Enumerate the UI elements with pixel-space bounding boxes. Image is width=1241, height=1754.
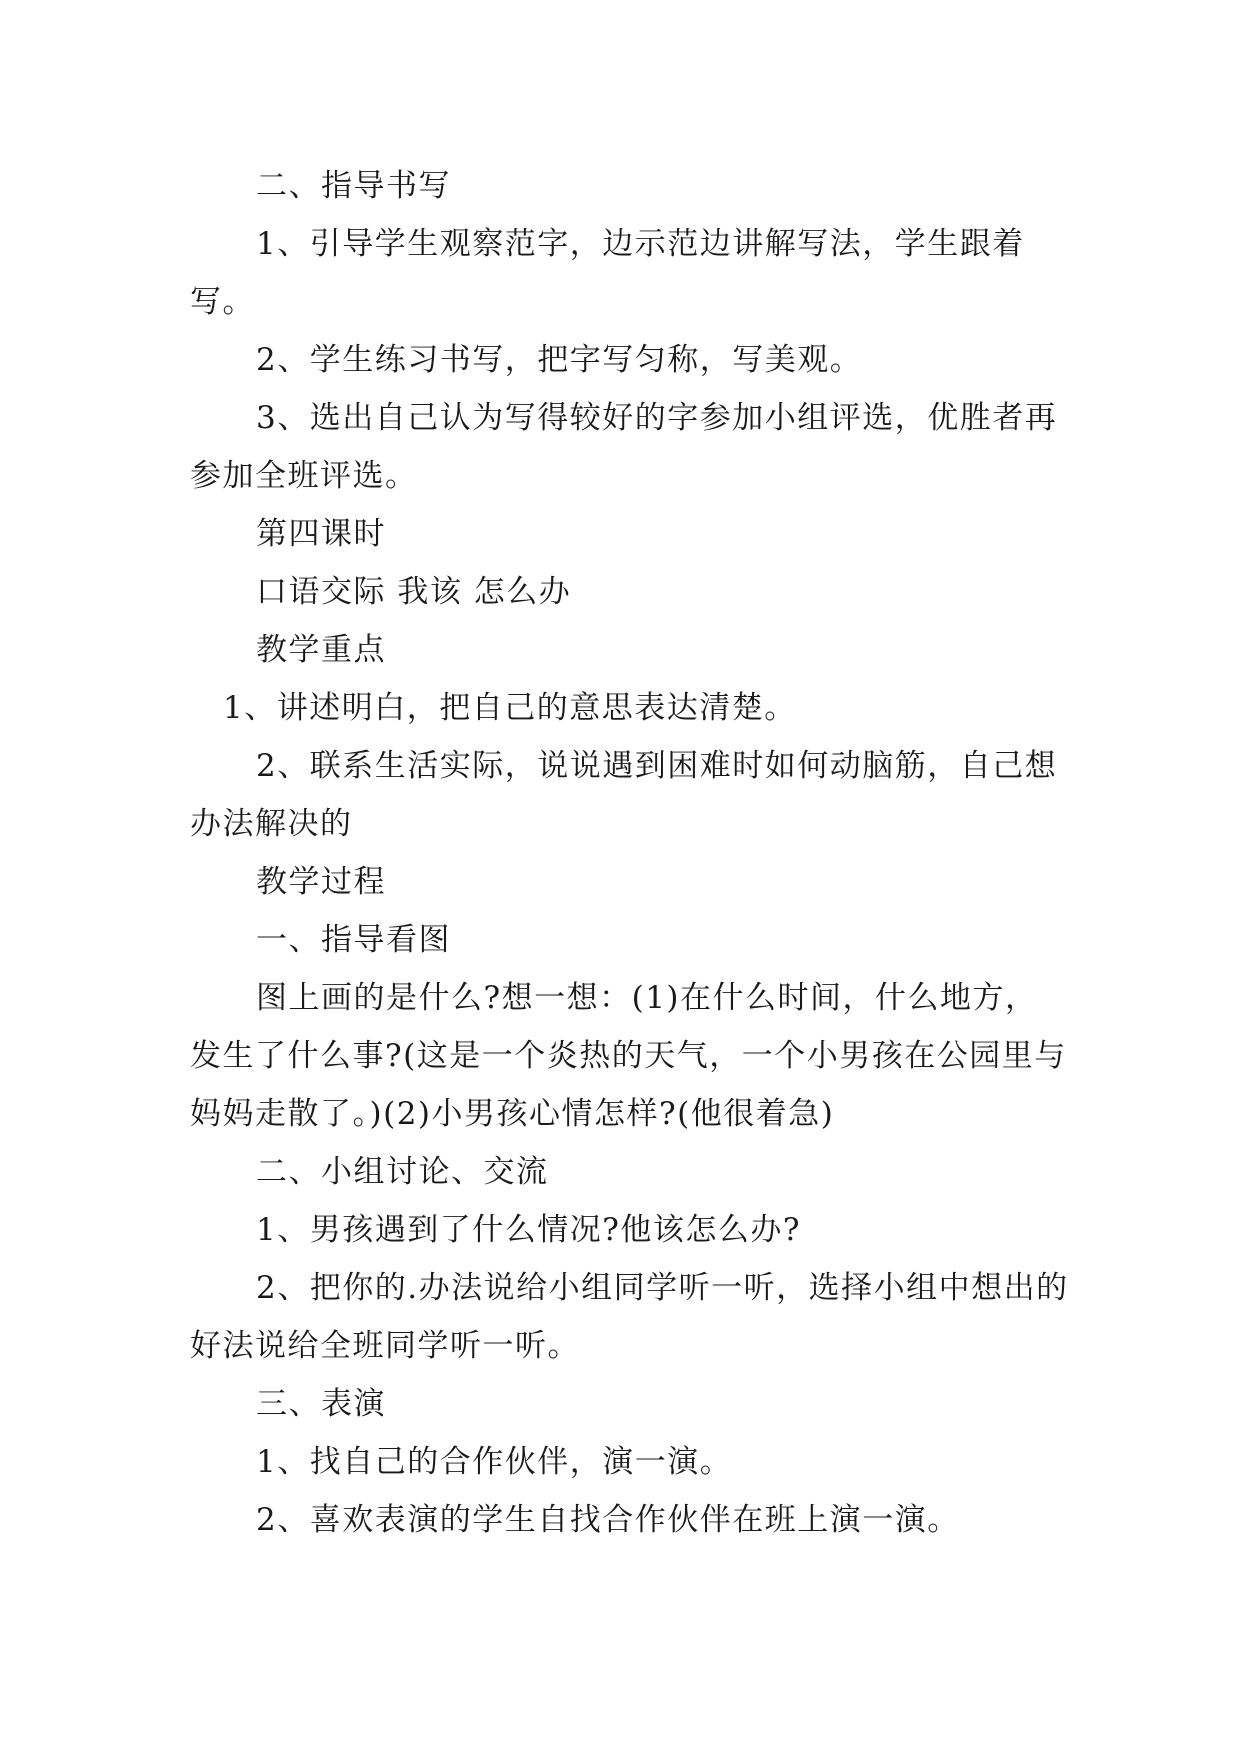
section-heading-performance: 三、表演 <box>256 1386 386 1422</box>
paragraph-focus-2: 2、联系生活实际，说说遇到困难时如何动脑筋，自己想办法解决的 <box>190 748 1058 842</box>
paragraph-discussion-1: 1、男孩遇到了什么情况?他该怎么办? <box>256 1212 801 1248</box>
section-heading-guide-writing: 二、指导书写 <box>256 168 451 204</box>
paragraph-performance-2: 2、喜欢表演的学生自找合作伙伴在班上演一演。 <box>256 1502 960 1538</box>
paragraph-focus-1: 1、讲述明白，把自己的意思表达清楚。 <box>223 690 797 726</box>
heading-teaching-process: 教学过程 <box>256 864 386 900</box>
section-heading-look-picture: 一、指导看图 <box>256 922 451 958</box>
lesson-heading-fourth: 第四课时 <box>256 516 386 552</box>
paragraph-picture-questions: 图上画的是什么?想一想：(1)在什么时间，什么地方，发生了什么事?(这是一个炎热的天气，一个小男孩在公园里与妈妈走散了。)(2)小男孩心情怎样?(他很着急) <box>190 980 1067 1132</box>
paragraph-select-best: 3、选出自己认为写得较好的字参加小组评选，优胜者再参加全班评选。 <box>190 400 1058 494</box>
paragraph-discussion-2: 2、把你的.办法说给小组同学听一听，选择小组中想出的好法说给全班同学听一听。 <box>190 1270 1069 1364</box>
section-heading-group-discussion: 二、小组讨论、交流 <box>256 1154 549 1190</box>
heading-teaching-focus: 教学重点 <box>256 632 386 668</box>
paragraph-observe-characters: 1、引导学生观察范字，边示范边讲解写法，学生跟着写。 <box>190 226 1025 320</box>
topic-heading-oral-communication: 口语交际 我该 怎么办 <box>256 574 572 610</box>
paragraph-performance-1: 1、找自己的合作伙伴，演一演。 <box>256 1444 733 1480</box>
paragraph-practice-writing: 2、学生练习书写，把字写匀称，写美观。 <box>256 342 863 378</box>
